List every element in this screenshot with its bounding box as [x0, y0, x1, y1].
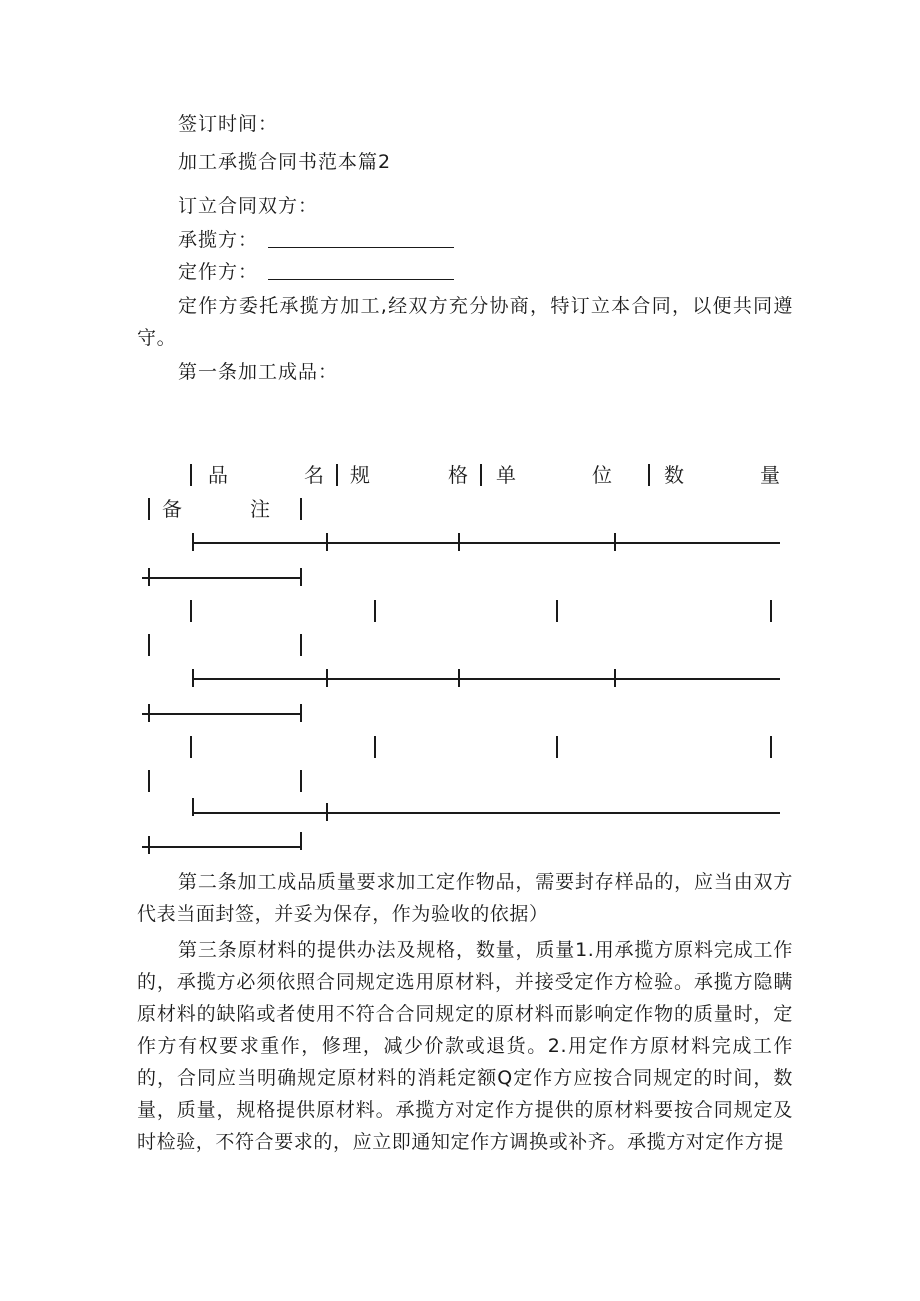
- parties-title: 订立合同双方：: [178, 195, 319, 217]
- table-divider: [300, 634, 302, 656]
- table-rule: [142, 577, 302, 579]
- contractor-label: 承揽方：: [178, 229, 259, 251]
- table-tick: [326, 803, 328, 821]
- contractor-row: [178, 228, 454, 252]
- table-tick: [614, 669, 616, 687]
- table-tick: [300, 832, 302, 850]
- table-divider: [480, 464, 482, 486]
- table-divider: [148, 634, 150, 656]
- table-divider: [190, 464, 192, 486]
- table-rule: [192, 812, 780, 814]
- orderer-blank-line: [268, 261, 454, 280]
- table-tick: [300, 568, 302, 586]
- table-header-bei: 备: [162, 497, 182, 521]
- table-tick: [458, 533, 460, 551]
- table-tick: [614, 533, 616, 551]
- table-header-liang: 量: [760, 463, 780, 487]
- table-divider: [336, 464, 338, 486]
- table-divider: [770, 736, 772, 758]
- article1-title: 第一条加工成品：: [178, 361, 339, 383]
- table-header-wei: 位: [592, 463, 612, 487]
- table-divider: [300, 498, 302, 520]
- table-tick: [192, 669, 194, 687]
- table-header-ge: 格: [448, 463, 468, 487]
- table-tick: [148, 568, 150, 586]
- table-divider: [374, 600, 376, 622]
- table-divider: [556, 600, 558, 622]
- table-tick: [148, 704, 150, 722]
- table-tick: [148, 836, 150, 854]
- table-divider: [148, 498, 150, 520]
- article3-paragraph: 第三条原材料的提供办法及规格，数量，质量1.用承揽方原料完成工作的，承揽方必须依照合同规定选用原材料，并接受定作方检验。承揽方隐瞒原材料的缺陷或者使用不符合合同规定的原材料而影响定作物的质量时，定作方有权要求重作，修理，减少价款或退货。2.用定作方原材料完成工作的，合同应当明确规定原材料的消耗定额Q定作方应按合同规定的时间，数量，质量，规格提供原材料。承揽方对定作方提供的原材料要按合同规定及时检验，不符合要求的，应立即通知定作方调换或补齐。承揽方对定作方提: [137, 939, 793, 1153]
- sign-time-label: 签订时间：: [178, 113, 279, 135]
- table-divider: [148, 770, 150, 792]
- table-rule: [142, 713, 302, 715]
- table-header-dan: 单: [496, 463, 516, 487]
- article2-paragraph: 第二条加工成品质量要求加工定作物品，需要封存样品的，应当由双方代表当面封签，并妥为保存，作为验收的依据）: [137, 871, 793, 925]
- table-divider: [190, 736, 192, 758]
- table-header-ming: 名: [304, 463, 324, 487]
- table-divider: [374, 736, 376, 758]
- table-divider: [190, 600, 192, 622]
- table-divider: [556, 736, 558, 758]
- table-tick: [458, 669, 460, 687]
- table-tick: [300, 704, 302, 722]
- table-header-shu: 数: [664, 463, 684, 487]
- table-tick: [326, 533, 328, 551]
- table-header-zhu: 注: [250, 497, 270, 521]
- orderer-row: [178, 260, 454, 284]
- table-divider: [300, 770, 302, 792]
- table-header-pin: 品: [208, 463, 228, 487]
- contractor-blank-line: [268, 229, 454, 248]
- table-tick: [192, 533, 194, 551]
- table-rule: [142, 846, 302, 848]
- orderer-label: 定作方：: [178, 261, 259, 283]
- table-header-gui: 规: [350, 463, 370, 487]
- intro-paragraph: 定作方委托承揽方加工,经双方充分协商，特订立本合同，以便共同遵守。: [137, 295, 793, 349]
- table-divider: [648, 464, 650, 486]
- table-rule: [192, 542, 780, 544]
- table-rule: [192, 678, 780, 680]
- table-tick: [192, 798, 194, 816]
- table-divider: [770, 600, 772, 622]
- section-heading: 加工承揽合同书范本篇2: [178, 151, 392, 173]
- table-tick: [326, 669, 328, 687]
